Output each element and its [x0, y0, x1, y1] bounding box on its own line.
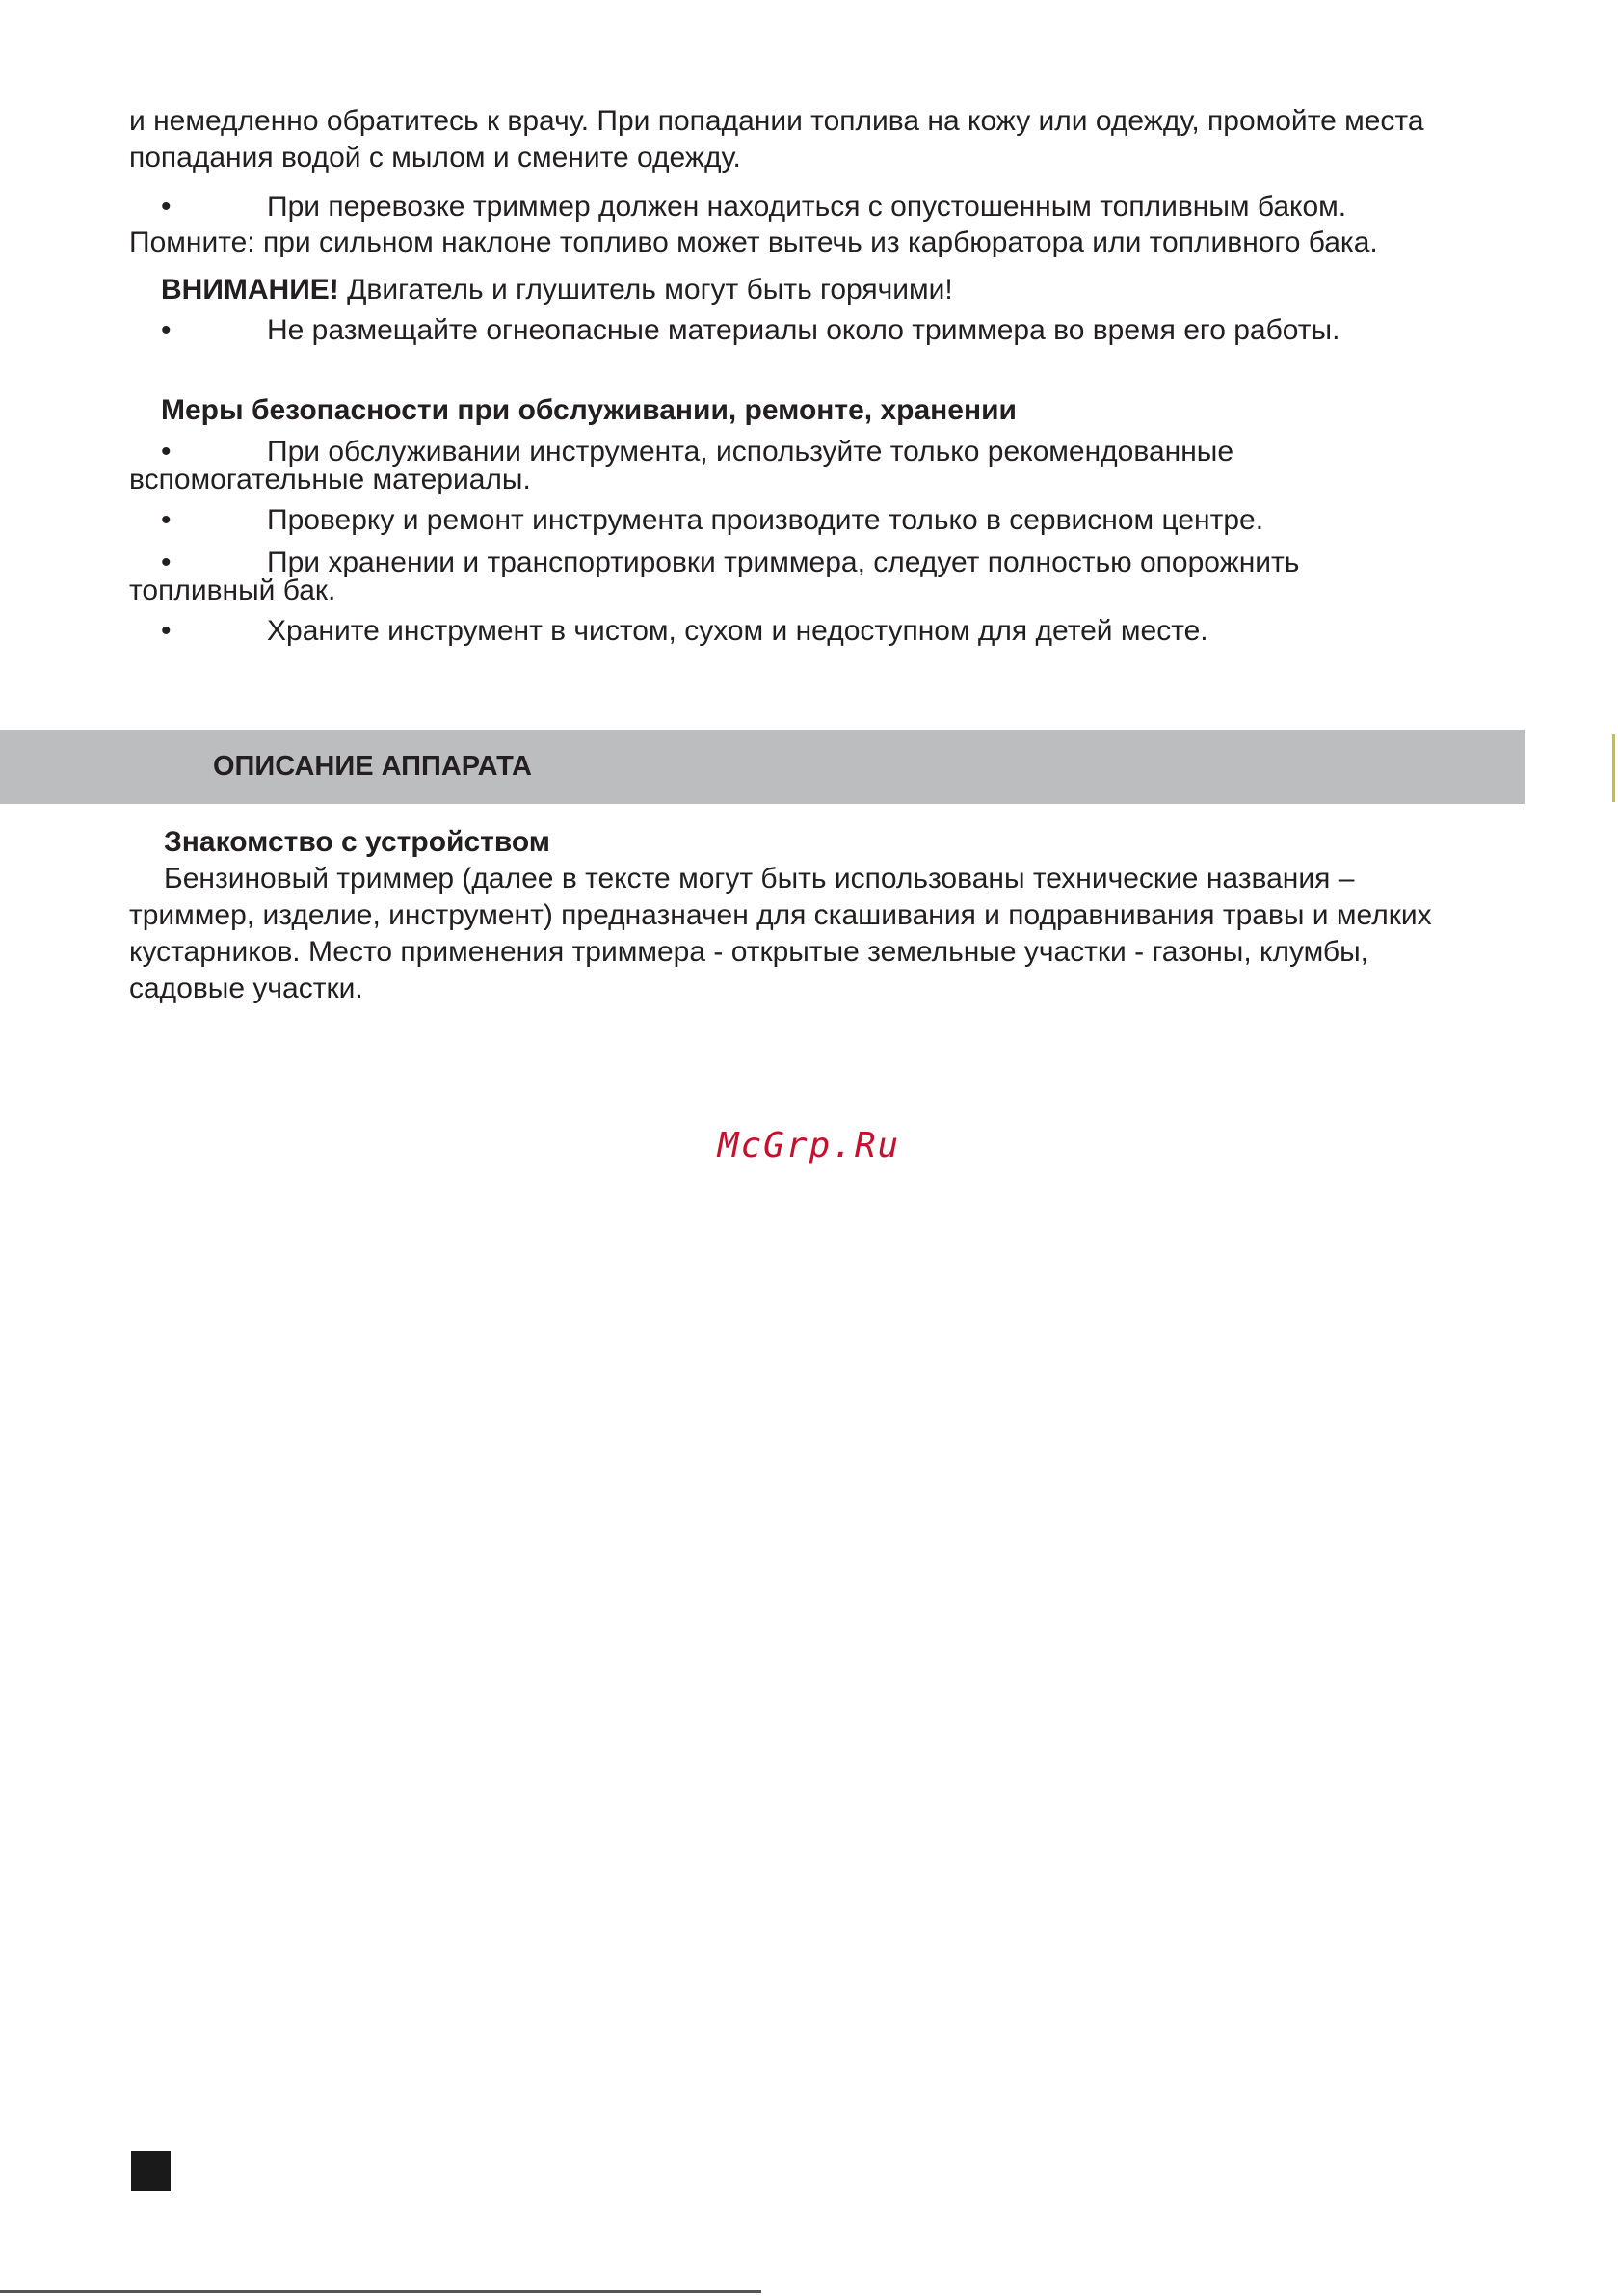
device-heading: Знакомство с устройством [164, 826, 551, 858]
bullet-dot: • [161, 436, 172, 467]
warning-text: Двигатель и глушитель могут быть горячими! [338, 274, 953, 306]
warning-label: ВНИМАНИЕ! [161, 274, 339, 306]
maintenance-item-4: Храните инструмент в чистом, сухом и недоступном для детей месте. [267, 615, 1208, 647]
intro-line-2: попадания водой с мылом и смените одежду. [129, 142, 741, 174]
maintenance-item-1: При обслуживании инструмента, используйте только рекомендованные [267, 436, 1234, 467]
bullet-dot: • [161, 504, 172, 536]
device-line-3: кустарников. Место применения триммера - открытые земельные участки - газоны, клумбы, [129, 936, 1369, 968]
maintenance-item-3: При хранении и транспортировки триммера, следует полностью опорожнить [267, 547, 1300, 578]
watermark-text: McGrp.Ru [717, 1126, 901, 1165]
device-line-1: Бензиновый триммер (далее в тексте могут быть использованы технические названия – [164, 863, 1355, 894]
bullet-dot: • [161, 191, 172, 223]
intro-line-1: и немедленно обратитесь к врачу. При попадании топлива на кожу или одежду, промойте места [129, 105, 1424, 137]
bullet-dot: • [161, 547, 172, 578]
page-marker-square [131, 2151, 171, 2191]
maintenance-heading: Меры безопасности при обслуживании, ремонте, хранении [161, 394, 1017, 426]
maintenance-item-2: Проверку и ремонт инструмента производите только в сервисном центре. [267, 504, 1264, 536]
bullet-dot: • [161, 314, 172, 346]
maintenance-item-3-cont: топливный бак. [129, 574, 336, 606]
warning-line [161, 272, 953, 308]
maintenance-item-1-cont: вспомогательные материалы. [129, 464, 531, 495]
edge-mark [1612, 734, 1615, 802]
device-line-4: садовые участки. [129, 973, 363, 1004]
transport-note: Помните: при сильном наклоне топливо может вытечь из карбюратора или топливного бака. [129, 227, 1378, 258]
section-title: ОПИСАНИЕ АППАРАТА [213, 751, 532, 782]
device-line-2: триммер, изделие, инструмент) предназначен для скашивания и подравнивания травы и мелких [129, 899, 1432, 931]
warning-bullet-text: Не размещайте огнеопасные материалы около триммера во время его работы. [267, 314, 1340, 346]
transport-bullet-text: При перевозке триммер должен находиться с опустошенным топливным баком. [267, 191, 1347, 223]
bullet-dot: • [161, 615, 172, 647]
bottom-rule [0, 2290, 761, 2293]
